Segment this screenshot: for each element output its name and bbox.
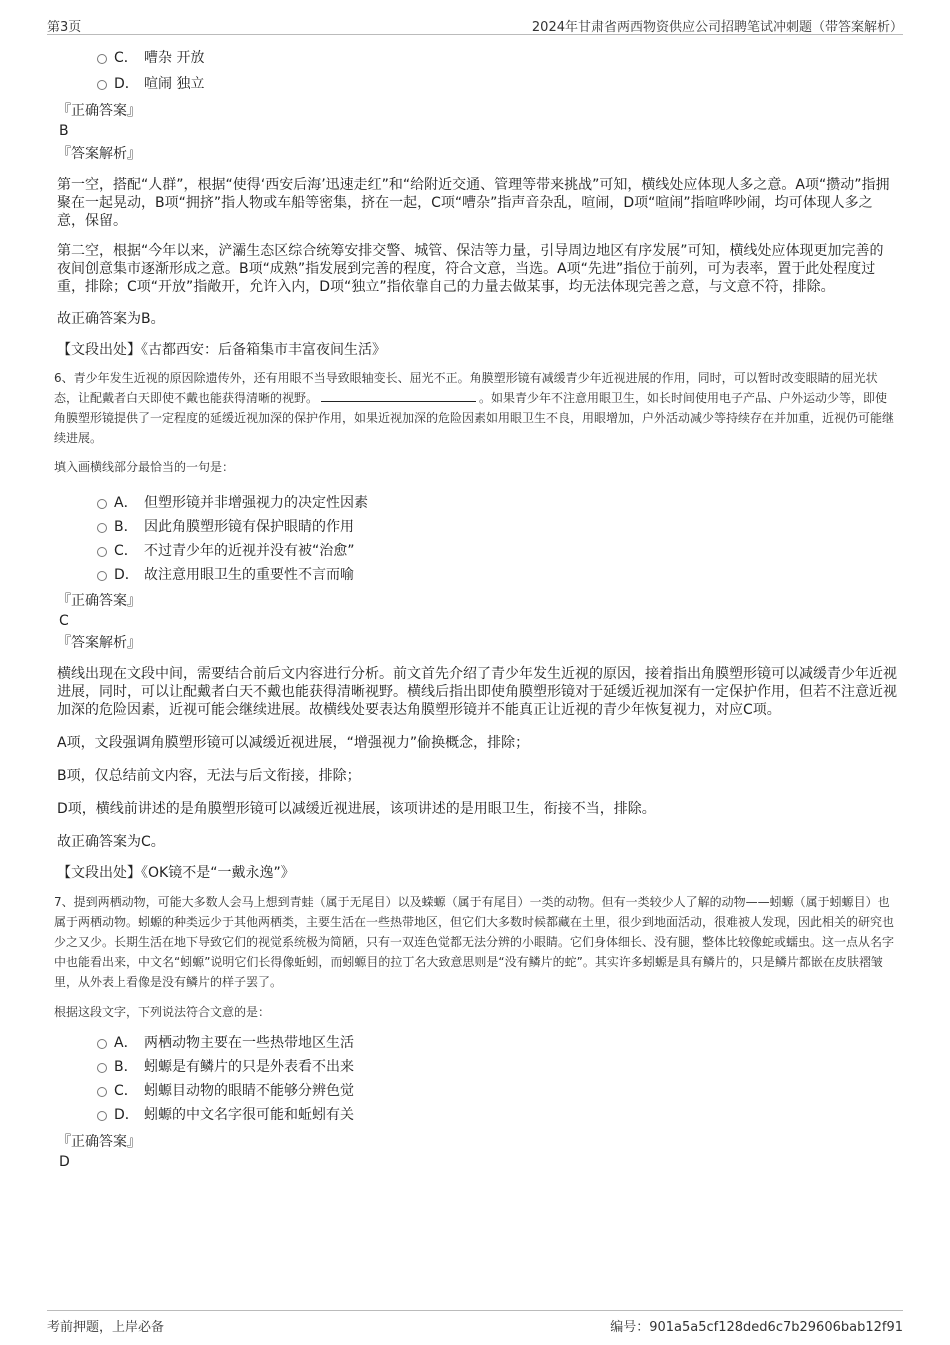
option-letter: A． [114, 495, 138, 511]
radio-icon[interactable] [97, 523, 107, 533]
q6-option-b[interactable] [97, 516, 897, 539]
q5-option-c[interactable] [97, 47, 897, 70]
option-letter: D． [114, 76, 139, 92]
fill-blank [321, 389, 476, 402]
q5-answer: B [59, 123, 69, 139]
q6-prompt: 填入画横线部分最恰当的一句是： [54, 460, 235, 474]
q6-option-c[interactable] [97, 540, 897, 563]
q6-answer-label: 『正确答案』 [57, 593, 141, 609]
q6-source: 【文段出处】《OK镜不是“一戴永逸”》 [57, 865, 295, 881]
q7-option-b[interactable] [97, 1056, 897, 1079]
q6-analysis-1: 横线出现在文段中间，需要结合前后文内容进行分析。前文首先介绍了青少年发生近视的原因，接着指出角膜塑形镜可以减缓青少年近视进展，同时，可以让配戴者白天不戴也能获得清晰视野。横线后指出即使角膜塑形镜对于延缓近视加深有一定保护作用，但若不注意近视加深的危险因素，近视可能会继续进展。故横线处要表达角膜塑形镜并不能真正让近视的青少年恢复视力，对应C项。 [57, 666, 897, 718]
option-letter: C． [114, 1083, 138, 1099]
q7-option-d[interactable] [97, 1104, 897, 1127]
q5-source: 【文段出处】《古都西安：后备箱集市丰富夜间生活》 [57, 342, 386, 358]
q5-analysis-2: 第二空，根据“今年以来，浐灞生态区综合统筹安排交警、城管、保洁等力量，引导周边地区有序发展”可知，横线处应体现更加完善的夜间创意集市逐渐形成之意。B项“成熟”指发展到完善的程度，符合文意，当选。A项“先进”指位于前列，可为表率，置于此处程度过重，排除；C项“开放”指敞开，允许入内，D项“独立”指依靠自己的力量去做某事，均无法体现完善之意，与文意不符，排除。 [57, 243, 884, 295]
footer-slogan: 考前押题，上岸必备 [47, 1320, 165, 1335]
q6-analysis-3: B项，仅总结前文内容，无法与后文衔接，排除； [57, 768, 361, 784]
option-text: 嘈杂 开放 [144, 50, 205, 66]
option-text: 因此角膜塑形镜有保护眼睛的作用 [144, 519, 354, 535]
radio-icon[interactable] [97, 547, 107, 557]
radio-icon[interactable] [97, 1039, 107, 1049]
document-title: 2024年甘肃省两西物资供应公司招聘笔试冲刺题（带答案解析） [531, 20, 903, 35]
q6-analysis-5: 故正确答案为C。 [57, 834, 165, 850]
q6-answer: C [59, 613, 69, 629]
q5-option-d[interactable] [97, 73, 897, 96]
q6-stem [54, 368, 897, 448]
option-letter: D． [114, 1107, 139, 1123]
q5-analysis-3: 故正确答案为B。 [57, 311, 165, 327]
option-letter: D． [114, 567, 139, 583]
q5-analysis-label: 『答案解析』 [57, 146, 141, 162]
option-letter: C． [114, 543, 138, 559]
page-number: 第3页 [47, 20, 82, 35]
q7-prompt: 根据这段文字，下列说法符合文意的是： [54, 1005, 271, 1019]
option-text: 喧闹 独立 [144, 76, 205, 92]
q7-answer-label: 『正确答案』 [57, 1134, 141, 1150]
radio-icon[interactable] [97, 54, 107, 64]
q6-option-a[interactable] [97, 492, 897, 515]
q6-stem-after: 。如果青少年不注意用眼卫生，如长时间使用电子产品、户外运动少等，即使角膜塑形镜提供了一定程度的延缓近视加深的保护作用，如果近视加深的危险因素如用眼卫生不良，用眼增加，户外活动减少等持续存在并加重，近视仍可能继续进展。 [54, 391, 895, 445]
q6-analysis-2: A项，文段强调角膜塑形镜可以减缓近视进展，“增强视力”偷换概念，排除； [57, 735, 530, 751]
option-text: 两栖动物主要在一些热带地区生活 [144, 1035, 354, 1051]
option-text: 故注意用眼卫生的重要性不言而喻 [144, 567, 354, 583]
q6-analysis-4: D项，横线前讲述的是角膜塑形镜可以减缓近视进展，该项讲述的是用眼卫生，衔接不当，排除。 [57, 801, 656, 817]
page-header [47, 14, 903, 35]
option-text: 蚓螈目动物的眼睛不能够分辨色觉 [144, 1083, 354, 1099]
radio-icon[interactable] [97, 499, 107, 509]
radio-icon[interactable] [97, 571, 107, 581]
radio-icon[interactable] [97, 1087, 107, 1097]
option-text: 蚓螈的中文名字很可能和蚯蚓有关 [144, 1107, 354, 1123]
radio-icon[interactable] [97, 80, 107, 90]
option-text: 蚓螈是有鳞片的只是外表看不出来 [144, 1059, 354, 1075]
q7-option-c[interactable] [97, 1080, 897, 1103]
q7-stem: 7、提到两栖动物，可能大多数人会马上想到青蛙（属于无尾目）以及蝾螈（属于有尾目）一类的动物。但有一类较少人了解的动物——蚓螈（属于蚓螈目）也属于两栖动物。蚓螈的种类远少于其他两栖类，主要生活在一些热带地区，但它们大多数时候都藏在土里，很少到地面活动，很难被人发现，因此相关的研究也少之又少。长期生活在地下导致它们的视觉系统极为简陋，只有一双连色觉都无法分辨的小眼睛。它们身体细长、没有腿，整体比较像蛇或蠕虫。这一点从名字中也能看出来，中文名“蚓螈”说明它们长得像蚯蚓，而蚓螈目的拉丁名大致意思则是“没有鳞片的蛇”。其实许多蚓螈是具有鳞片的，只是鳞片都嵌在皮肤褶皱里，从外表上看像是没有鳞片的样子罢了。 [54, 895, 895, 989]
q5-answer-label: 『正确答案』 [57, 103, 141, 119]
page-footer [47, 1310, 903, 1333]
q7-option-a[interactable] [97, 1032, 897, 1055]
content [54, 44, 897, 1172]
radio-icon[interactable] [97, 1111, 107, 1121]
option-letter: B． [114, 1059, 138, 1075]
option-letter: B． [114, 519, 138, 535]
option-letter: A． [114, 1035, 138, 1051]
q7-answer: D [59, 1154, 70, 1170]
option-text: 不过青少年的近视并没有被“治愈” [144, 543, 355, 559]
q6-option-d[interactable] [97, 564, 897, 587]
document-code: 编号：901a5a5cf128ded6c7b29606bab12f91 [610, 1320, 903, 1335]
radio-icon[interactable] [97, 1063, 107, 1073]
q6-stem-before: 6、青少年发生近视的原因除遗传外，还有用眼不当导致眼轴变长、屈光不正。角膜塑形镜有减缓青少年近视进展的作用，同时，可以暂时改变眼睛的屈光状态，让配戴者白天即使不戴也能获得清晰的视野。 [54, 371, 878, 405]
q6-analysis-label: 『答案解析』 [57, 635, 141, 651]
q5-analysis-1: 第一空，搭配“人群”，根据“使得‘西安后海’迅速走红”和“给附近交通、管理等带来挑战”可知，横线处应体现人多之意。A项“攒动”指拥聚在一起晃动，B项“拥挤”指人物或车船等密集，挤在一起，C项“嘈杂”指声音杂乱，喧闹，D项“喧闹”指喧哗吵闹，均可体现人多之意，保留。 [57, 177, 890, 229]
option-text: 但塑形镜并非增强视力的决定性因素 [144, 495, 368, 511]
option-letter: C． [114, 50, 138, 66]
